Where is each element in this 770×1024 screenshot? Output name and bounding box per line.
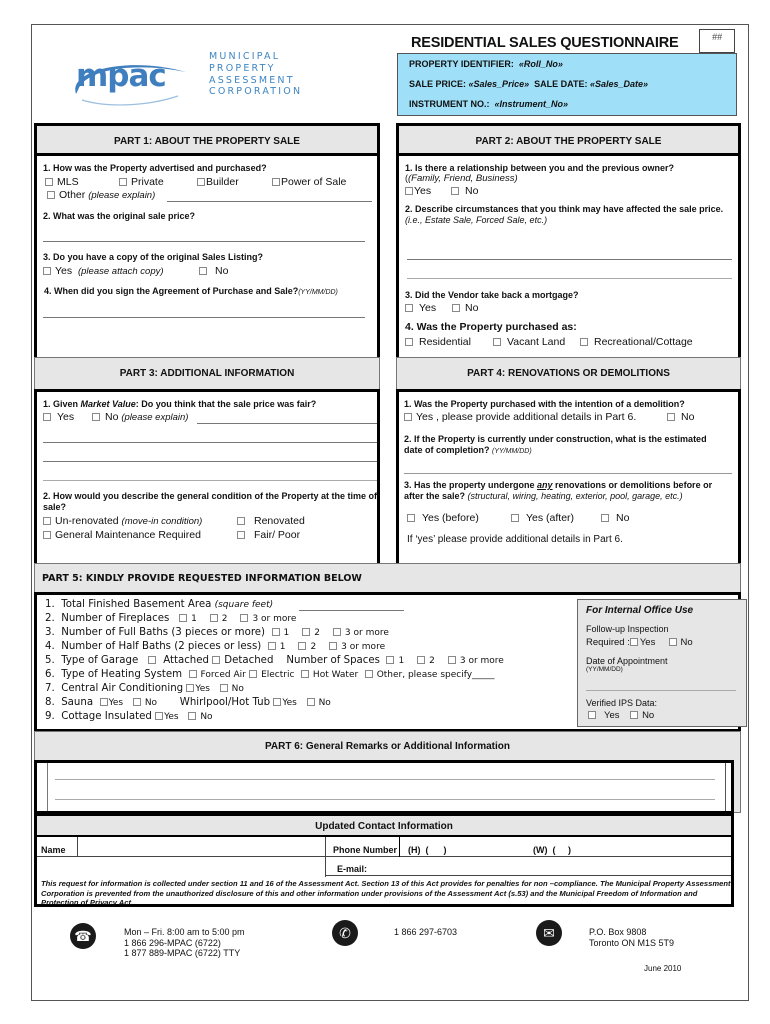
option-reno-before[interactable]: Yes (before) [407,512,479,524]
form-title: RESIDENTIAL SALES QUESTIONNAIRE [411,35,679,51]
option-demolition-yes[interactable]: Yes , please provide additional details in Part 6. [404,411,636,423]
checkbox[interactable] [92,413,100,421]
option-fair-poor[interactable]: Fair/ Poor [237,529,300,541]
sauna-yes[interactable]: Yes [100,698,124,708]
checkbox[interactable] [601,514,609,522]
fireplaces-3-or-more[interactable]: 3 or more [240,614,296,624]
logo-text: mpac [76,58,166,94]
fax-number: 1 866 297-6703 [394,927,458,937]
fair-explain-input-1[interactable] [197,423,377,424]
option-mortgage-no[interactable]: No [452,302,478,314]
fireplaces-2[interactable]: 2 [210,614,228,624]
divider [399,837,400,857]
fair-explain-input-3[interactable] [43,461,377,462]
checkbox[interactable] [272,178,280,186]
property-identifier-label: PROPERTY IDENTIFIER: [409,59,514,69]
part2-q4: 4. Was the Property purchased as: [405,321,577,333]
email-input[interactable] [326,857,731,876]
org-line: CORPORATION [209,86,303,98]
checkbox[interactable] [237,531,245,539]
fair-explain-input-2[interactable] [43,442,377,443]
remarks-input-2[interactable] [55,799,715,800]
half-baths-1[interactable]: 1 [268,642,286,652]
part2-panel [396,123,741,357]
checkbox[interactable] [580,338,588,346]
checkbox[interactable] [220,684,228,692]
telephone-icon: ☎ [70,923,96,949]
option-fair-no[interactable]: No (please explain) [92,411,188,423]
basement-area-row: 1. Total Finished Basement Area (square feet) [45,599,274,610]
option-relationship-yes[interactable]: Yes [405,185,431,197]
part4-q2: 2. If the Property is currently under construction, what is the estimated date of completion? (YY/MM/DD) [404,434,707,455]
contact-title: Updated Contact Information [315,821,453,832]
heating-hot-water[interactable]: Hot Water [301,670,358,680]
po-box: P.O. Box 9808 [589,927,647,937]
part2-q3: 3. Did the Vendor take back a mortgage? [405,290,579,300]
divider [47,763,48,811]
checkbox[interactable] [197,178,205,186]
part1-q4: 4. When did you sign the Agreement of Purchase and Sale?(YY/MM/DD) [44,286,338,296]
appointment-date-input[interactable] [586,690,736,691]
part3-q2: 2. How would you describe the general condition of the Property at the time of sale? [43,491,378,512]
followup-no-checkbox[interactable] [669,638,677,646]
checkbox[interactable] [179,614,187,622]
mpac-logo [68,50,198,110]
part4-body [396,389,741,564]
checkbox[interactable] [417,656,425,664]
checkbox[interactable] [148,656,156,664]
cottage-insulated-row: 9. Cottage Insulated Yes No [45,711,213,722]
city-postal: Toronto ON M1S 5T9 [589,937,675,948]
followup-required: Required : Yes No [586,637,693,648]
part2-q1: 1. Is there a relationship between you and the previous owner? [405,163,675,173]
fair-explain-input-4[interactable] [43,480,377,481]
checkbox[interactable] [119,178,127,186]
checkbox[interactable] [302,628,310,636]
sale-price-value: «Sales_Price» [468,79,530,89]
checkbox[interactable] [43,531,51,539]
checkbox[interactable] [511,514,519,522]
property-info-box [397,53,737,116]
option-relationship-no[interactable]: No [451,185,478,197]
org-line: ASSESSMENT [209,74,295,86]
checkbox[interactable] [301,670,309,678]
checkbox[interactable] [199,267,207,275]
checkbox[interactable] [43,267,51,275]
part5-panel [34,563,741,731]
original-price-input[interactable] [43,241,365,242]
name-input[interactable] [78,837,325,857]
option-general-maintenance[interactable]: General Maintenance Required [43,529,201,541]
home-phone-input[interactable]: (H) ( ) [408,845,447,855]
organization-name [209,51,302,98]
checkbox[interactable] [451,187,459,195]
half-baths-row: 4. Number of Half Baths (2 pieces or less) 1 2 3 or more [45,641,386,652]
part1-panel [34,123,380,357]
full-baths-row: 3. Number of Full Baths (3 pieces or more) 1 2 3 or more [45,627,389,638]
property-identifier-value: «Roll_No» [518,59,563,69]
followup-label: Follow-up Inspection [586,624,669,634]
circumstances-input-1[interactable] [407,259,732,260]
garage-spaces-2[interactable]: 2 [417,656,435,666]
verified-no-checkbox[interactable] [630,711,638,719]
sale-price-label: SALE PRICE: [409,79,467,89]
org-line: MUNICIPAL [209,51,281,62]
part1-q3: 3. Do you have a copy of the original Sales Listing? [43,252,264,262]
checkbox[interactable] [155,712,163,720]
option-renovated[interactable]: Renovated [237,515,305,527]
part3-panel [34,357,380,563]
checkbox[interactable] [405,304,413,312]
privacy-disclaimer: This request for information is collected under section 11 and 16 of the Assessment Act. Section 13 of this Act provides for penalties for non –compliance. The Municipal Property Assessment Corporation is prevented from the unauthorized disclosure of this and other information under provisions of the Assessment Act (s.53) and the Municipal Freedom of Information and Protection of Privacy Act. [41,879,731,907]
basement-area-input[interactable] [299,610,404,611]
appointment-hint: (YY/MM/DD) [586,666,623,673]
part1-q1: 1. How was the Property advertised and purchased? [43,163,267,173]
other-explain-input[interactable] [167,201,372,202]
checkbox[interactable] [272,628,280,636]
hot-tub-yes[interactable]: Yes [273,698,297,708]
work-phone-input[interactable]: (W) ( ) [533,845,571,855]
option-power-of-sale[interactable]: Power of Sale [272,176,346,188]
mail-envelope-icon: ✉ [536,920,562,946]
part4-panel [396,357,741,563]
part4-q1: 1. Was the Property purchased with the intention of a demolition? [404,399,685,409]
part2-q1-hint: ((Family, Friend, Business) [405,173,518,184]
circumstances-input-2[interactable] [407,278,732,279]
heating-electric[interactable]: Electric [249,670,294,680]
heating-row: 6. Type of Heating System Forced Air Electric Hot Water Other, please specify_____ [45,669,495,680]
part4-q3: 3. Has the property undergone any renovations or demolitions before or after the sale? (structural, wiring, heating, exterior, pool, garage, etc.) [404,480,713,501]
option-listing-yes[interactable]: Yes (please attach copy) [43,265,164,277]
internal-office-use-box [577,599,747,727]
option-private[interactable]: Private [119,176,164,188]
checkbox[interactable] [386,656,394,664]
checkbox[interactable] [188,712,196,720]
form-date: June 2010 [644,964,682,973]
checkbox[interactable] [667,413,675,421]
checkbox[interactable] [268,642,276,650]
heating-forced-air[interactable]: Forced Air [189,670,246,680]
fax-icon: ✆ [332,920,358,946]
cottage-insulated-yes[interactable]: Yes [155,712,179,722]
checkbox[interactable] [100,698,108,706]
central-air-yes[interactable]: Yes [186,684,210,694]
checkbox[interactable] [329,642,337,650]
sale-date-label: SALE DATE: [534,79,588,89]
org-line: PROPERTY [209,62,276,74]
hours-contact [124,927,245,959]
part4-title: PART 4: RENOVATIONS OR DEMOLITIONS [467,368,670,379]
full-baths-2[interactable]: 2 [302,628,320,638]
divider [725,763,731,811]
phone-tty: 1 877 889-MPAC (6722) TTY [124,948,241,958]
mailing-address [589,927,674,948]
fireplaces-row: 2. Number of Fireplaces 1 2 3 or more [45,613,297,624]
garage-attached[interactable]: Attached [148,655,209,666]
checkbox[interactable] [210,614,218,622]
contact-panel [34,813,734,837]
part3-q1: 1. Given Market Value: Do you think that the sale price was fair? [43,399,317,409]
hours: Mon – Fri. 8:00 am to 5:00 pm [124,927,245,937]
verified-ips-label: Verified IPS Data: [586,698,658,708]
part1-title: PART 1: ABOUT THE PROPERTY SALE [114,136,300,147]
instrument-label: INSTRUMENT NO.: [409,99,490,109]
option-builder[interactable]: Builder [197,176,239,188]
heating-other[interactable]: Other, please specify_____ [365,670,495,680]
checkbox[interactable] [189,670,197,678]
sauna-row: 8. Sauna Yes No Whirlpool/Hot Tub Yes No [45,697,331,708]
checkbox[interactable] [240,614,248,622]
part5-title: PART 5: KINDLY PROVIDE REQUESTED INFORMATION BELOW [42,573,362,584]
signing-date-input[interactable] [43,317,365,318]
part5-body [34,592,741,732]
central-air-row: 7. Central Air Conditioning Yes No [45,683,244,694]
option-demolition-no[interactable]: No [667,411,694,423]
checkbox[interactable] [448,656,456,664]
hot-tub-no[interactable]: No [307,698,331,708]
email-label: E-mail: [337,864,368,874]
followup-yes-checkbox[interactable] [630,638,638,646]
sauna-no[interactable]: No [133,698,157,708]
checkbox[interactable] [133,698,141,706]
half-baths-3-or-more[interactable]: 3 or more [329,642,385,652]
garage-detached[interactable]: Detached [212,655,273,666]
checkbox[interactable] [45,178,53,186]
checkbox[interactable] [404,413,412,421]
garage-row: 5. Type of Garage Attached Detached Number of Spaces 1 2 3 or more [45,655,504,666]
checkbox[interactable] [333,628,341,636]
checkbox[interactable] [47,191,55,199]
checkbox[interactable] [212,656,220,664]
option-mortgage-yes[interactable]: Yes [405,302,436,314]
full-baths-1[interactable]: 1 [272,628,290,638]
checkbox[interactable] [237,517,245,525]
checkbox[interactable] [407,514,415,522]
part1-q2: 2. What was the original sale price? [43,211,196,221]
office-title: For Internal Office Use [586,605,694,616]
part3-body [34,389,380,564]
checkbox[interactable] [43,517,51,525]
completion-date-input[interactable] [404,473,732,474]
option-vacant-land[interactable]: Vacant Land [493,336,565,348]
fireplaces-1[interactable]: 1 [179,614,197,624]
checkbox[interactable] [493,338,501,346]
verified-ips-options: Yes No [588,710,654,721]
part2-q2: 2. Describe circumstances that you think may have affected the sale price. (i.e., Estate Sale, Forced Sale, etc.) [405,204,724,225]
full-baths-3-or-more[interactable]: 3 or more [333,628,389,638]
checkbox[interactable] [43,413,51,421]
part6-title: PART 6: General Remarks or Additional Information [264,741,511,752]
instrument-value: «Instrument_No» [494,99,569,109]
cottage-insulated-no[interactable]: No [188,712,212,722]
option-reno-no[interactable]: No [601,512,629,524]
part1-body [34,153,380,360]
checkbox[interactable] [405,187,413,195]
questionnaire-page [31,24,749,1001]
part3-title: PART 3: ADDITIONAL INFORMATION [119,368,295,379]
part2-title: PART 2: ABOUT THE PROPERTY SALE [475,136,662,147]
phone-label: Phone Number [333,845,398,855]
part2-body [396,153,741,360]
option-reno-after[interactable]: Yes (after) [511,512,574,524]
checkbox[interactable] [405,338,413,346]
option-mls[interactable]: MLS [45,176,79,188]
option-fair-yes[interactable]: Yes [43,411,74,423]
option-recreational-cottage[interactable]: Recreational/Cottage [580,336,693,348]
half-baths-2[interactable]: 2 [298,642,316,652]
remarks-input-1[interactable] [55,779,715,780]
checkbox[interactable] [186,684,194,692]
checkbox[interactable] [452,304,460,312]
central-air-no[interactable]: No [220,684,244,694]
checkbox[interactable] [249,670,257,678]
sale-date-value: «Sales_Date» [589,79,649,89]
name-label: Name [41,845,66,855]
option-residential[interactable]: Residential [405,336,471,348]
form-code-box: ## [699,29,735,53]
garage-spaces-3-or-more[interactable]: 3 or more [448,656,504,666]
part6-panel [34,731,741,813]
verified-yes-checkbox[interactable] [588,711,596,719]
appointment-label: Date of Appointment [586,656,668,666]
phone-1: 1 866 296-MPAC (6722) [124,937,221,948]
contact-table [34,837,734,907]
option-unrenovated[interactable]: Un-renovated (move-in condition) [43,515,202,527]
part4-q3-note: If ‘yes’ please provide additional details in Part 6. [407,534,623,545]
part6-body [34,760,734,814]
checkbox[interactable] [298,642,306,650]
checkbox[interactable] [365,670,373,678]
option-other[interactable]: Other (please explain) [47,189,155,201]
option-listing-no[interactable]: No [199,265,228,277]
checkbox[interactable] [273,698,281,706]
garage-spaces-1[interactable]: 1 [386,656,404,666]
checkbox[interactable] [307,698,315,706]
